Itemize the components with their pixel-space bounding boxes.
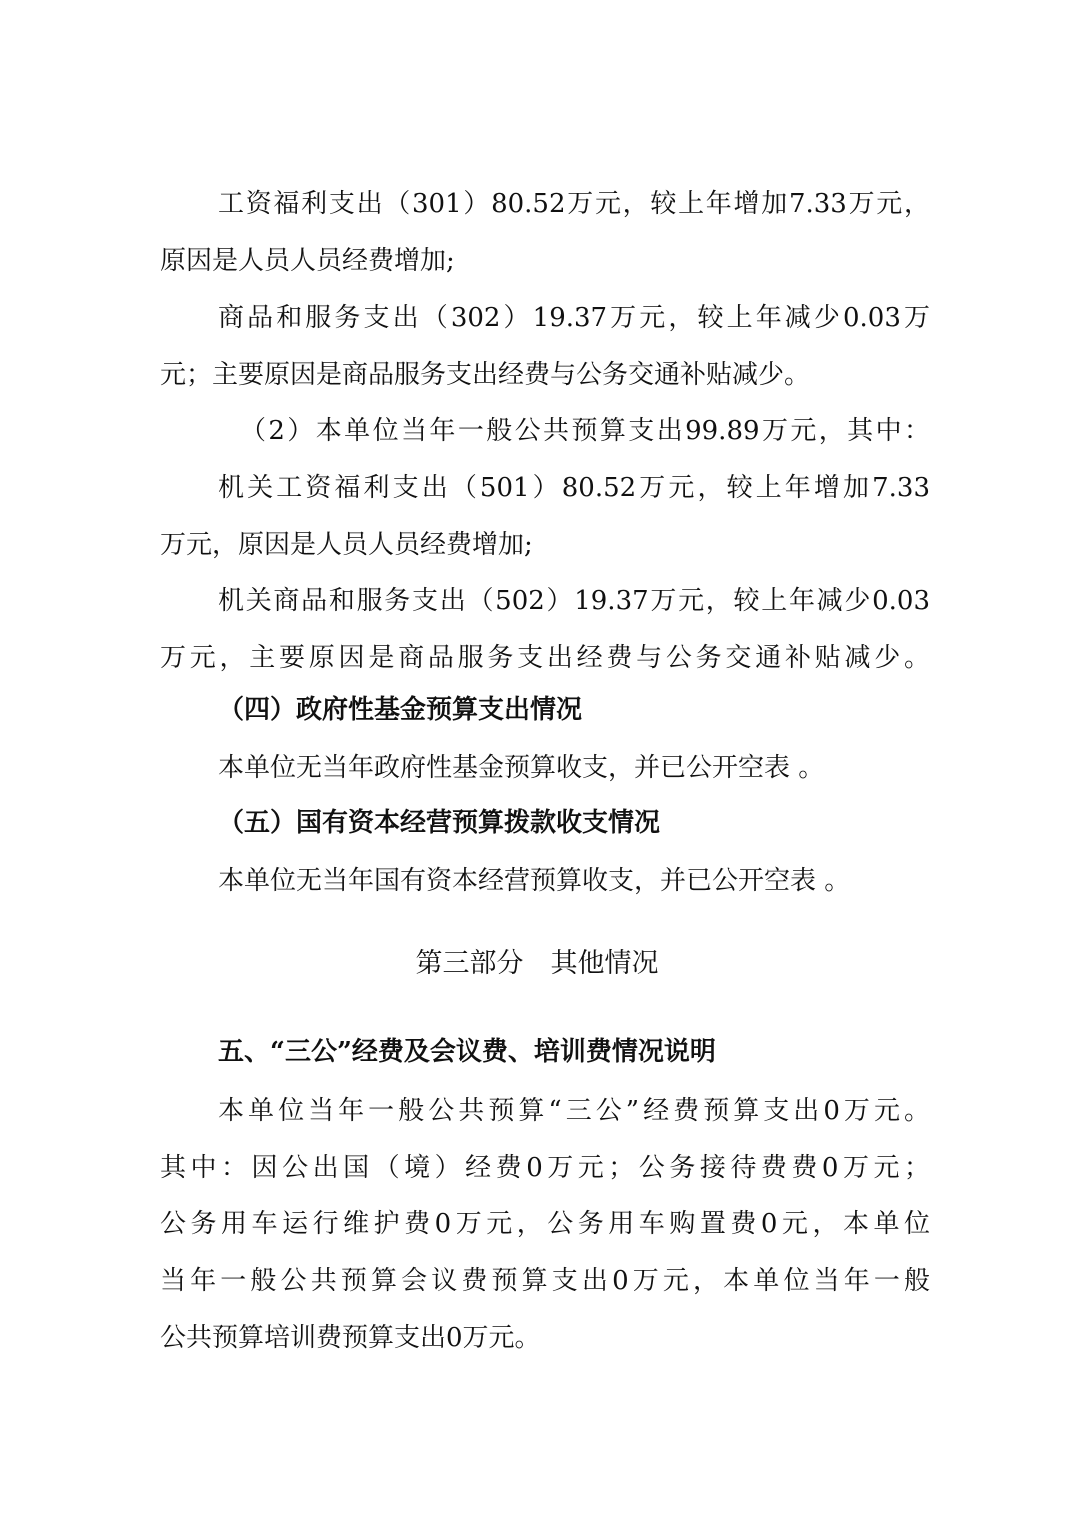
paragraph-line: （2）本单位当年一般公共预算支出99.89万元，其中： [240, 416, 930, 446]
paragraph-line: 公务用车运行维护费0万元，公务用车购置费0元，本单位 [160, 1209, 930, 1239]
paragraph-line: 其中：因公出国（境）经费0万元；公务接待费费0万元； [160, 1153, 930, 1183]
paragraph-line: 公共预算培训费预算支出0万元。 [160, 1323, 541, 1353]
section-heading: 五、“三公”经费及会议费、培训费情况说明 [218, 1037, 716, 1067]
paragraph-line: 机关工资福利支出（501）80.52万元，较上年增加7.33 [218, 473, 930, 503]
paragraph-line: 当年一般公共预算会议费预算支出0万元，本单位当年一般 [160, 1266, 930, 1296]
subsection-heading: （五）国有资本经营预算拨款收支情况 [218, 808, 661, 838]
paragraph-line: 原因是人员人员经费增加; [160, 246, 455, 276]
paragraph-line: 元；主要原因是商品服务支出经费与公务交通补贴减少。 [160, 360, 811, 390]
paragraph-line: 本单位无当年政府性基金预算收支，并已公开空表 。 [218, 753, 825, 783]
paragraph-line: 工资福利支出（301）80.52万元，较上年增加7.33万元， [218, 189, 930, 219]
paragraph-line: 万元，主要原因是商品服务支出经费与公务交通补贴减少。 [160, 643, 930, 673]
paragraph-line: 商品和服务支出（302）19.37万元，较上年减少0.03万 [218, 303, 930, 333]
paragraph-line: 机关商品和服务支出（502）19.37万元，较上年减少0.03 [218, 586, 930, 616]
paragraph-line: 本单位当年一般公共预算“三公”经费预算支出0万元。 [218, 1096, 930, 1126]
subsection-heading: （四）政府性基金预算支出情况 [218, 695, 583, 725]
paragraph-line: 本单位无当年国有资本经营预算收支，并已公开空表 。 [218, 866, 851, 896]
part-title: 第三部分 其他情况 [415, 948, 659, 979]
paragraph-line: 万元，原因是人员人员经费增加; [160, 530, 533, 560]
